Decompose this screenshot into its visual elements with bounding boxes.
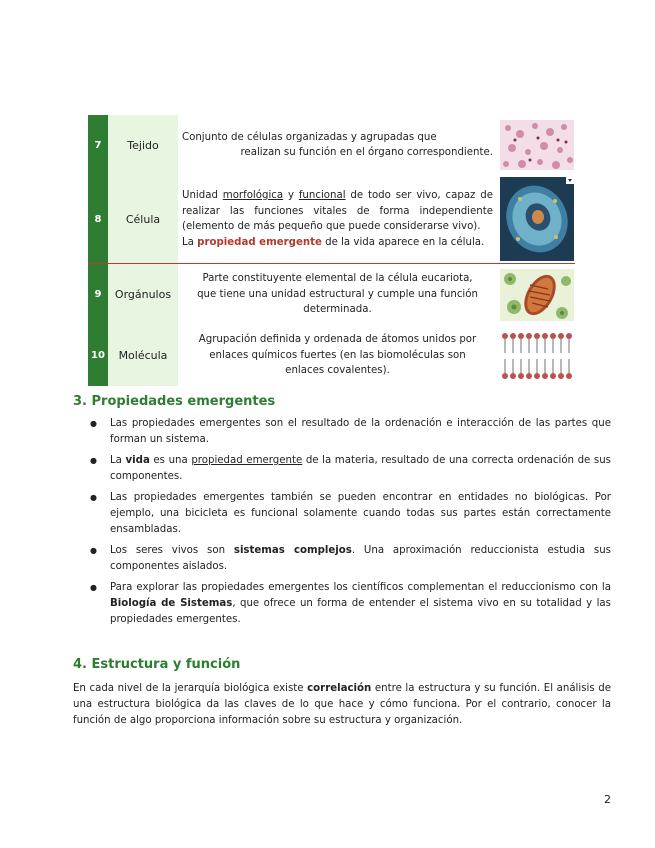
text: Para explorar las propiedades emergentes los científicos complementan el reduccionismo con la <box>110 582 611 593</box>
desc-line: enlaces covalentes). <box>285 365 390 377</box>
desc-paragraph <box>182 188 493 235</box>
desc-paragraph <box>182 235 493 251</box>
section-3-title: 3. Propiedades emergentes <box>73 394 276 409</box>
table-row-molecula <box>88 325 575 386</box>
highlight-text: propiedad emergente <box>197 236 322 248</box>
row-number: 7 <box>88 115 108 175</box>
row-description <box>178 325 499 386</box>
text: y <box>283 190 299 201</box>
table-row-tejido <box>88 115 575 175</box>
text: La <box>182 236 198 248</box>
text: Las propiedades emergentes también se pueden encontrar en entidades no biológicas. Por ejemplo, una bicicleta es funcional solamente cuando todas sus partes están correctamente ensambladas. <box>110 492 611 535</box>
text: Las propiedades emergentes son el resultado de la ordenación e interacción de las partes que forman un sistema. <box>110 418 611 445</box>
underlined-text: propiedad emergente <box>191 455 303 466</box>
page-number: 2 <box>604 793 611 806</box>
list-item <box>88 416 611 448</box>
text: Los seres vivos son <box>110 545 234 556</box>
molecule-image <box>499 325 575 386</box>
row-number: 9 <box>88 264 108 325</box>
row-name: Célula <box>108 175 178 263</box>
text: entre la estructura y su función. El análisis de una estructura biológica da las claves de lo que hace y cómo funciona. Por el contrario, conocer la función de algo proporciona información sobre su estructura y organización. <box>73 683 611 726</box>
cell-image <box>499 175 575 263</box>
row-number: 10 <box>88 325 108 386</box>
row-name: Molécula <box>108 325 178 386</box>
table-row-organulos <box>88 264 575 325</box>
bold-text: Biología de Sistemas <box>110 598 233 609</box>
text: de la materia, resultado de una correcta ordenación de sus componentes. <box>110 455 611 482</box>
structure-function-paragraph <box>73 681 611 729</box>
row-description <box>178 175 499 263</box>
table-row-celula <box>88 175 575 264</box>
row-description <box>178 115 499 175</box>
organelles-image <box>499 264 575 325</box>
text: . Una aproximación reduccionista estudia sus componentes aislados. <box>110 545 611 572</box>
list-item <box>88 490 611 538</box>
desc-line: realizan su función en el órgano correspondiente. <box>240 147 493 158</box>
desc-line: Conjunto de células organizadas y agrupadas que <box>182 131 437 143</box>
text: En cada nivel de la jerarquía biológica existe <box>73 683 308 694</box>
list-item <box>88 543 611 575</box>
section-4-title: 4. Estructura y función <box>73 657 241 672</box>
desc-line: determinada. <box>303 304 372 316</box>
text: de todo ser vivo, capaz de realizar las funciones vitales de forma independiente (elemento de más pequeño que puede considerarse vivo). <box>182 190 493 232</box>
list-item <box>88 580 611 628</box>
text: Unidad <box>182 190 223 201</box>
emergent-properties-list <box>88 416 611 633</box>
text: La <box>110 455 126 466</box>
bold-text: correlación <box>307 683 372 694</box>
list-item <box>88 453 611 485</box>
desc-line: que tiene una unidad estructural y cumple una función <box>197 288 478 300</box>
desc-line: Agrupación definida y ordenada de átomos unidos por <box>198 334 477 346</box>
text: es una <box>149 455 192 466</box>
text: , que ofrece un forma de entender el sistema vivo en su totalidad y las propiedades emergentes. <box>110 598 611 625</box>
row-number: 8 <box>88 175 108 263</box>
bold-text: vida <box>125 455 150 466</box>
text: de la vida aparece en la célula. <box>321 236 485 248</box>
desc-line: enlaces químicos fuertes (en las biomoléculas son <box>209 349 466 361</box>
desc-line: Parte constituyente elemental de la célula eucariota, <box>202 273 473 285</box>
text: funcional <box>298 190 346 201</box>
row-description <box>178 264 499 325</box>
bold-text: sistemas complejos <box>233 545 352 556</box>
tissue-image <box>499 115 575 175</box>
row-name: Tejido <box>108 115 178 175</box>
text: morfológica <box>222 190 284 201</box>
row-name: Orgánulos <box>108 264 178 325</box>
levels-table <box>88 115 575 386</box>
